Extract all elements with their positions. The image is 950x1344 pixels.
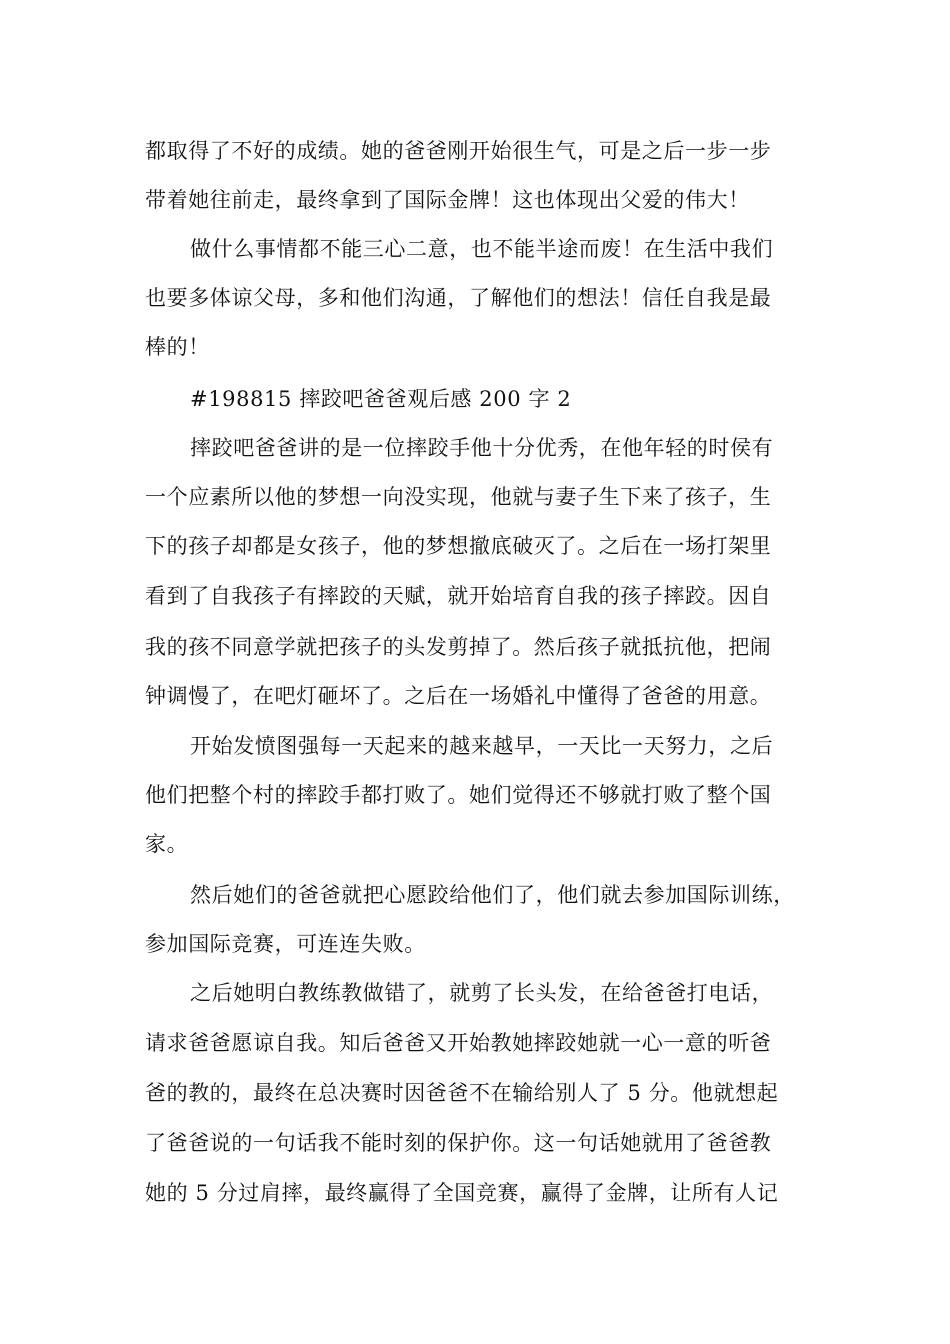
- text-line: 之后她明白教练教做错了，就剪了长头发，在给爸爸打电话，: [190, 981, 774, 1005]
- text-line: 也要多体谅父母，多和他们沟通，了解他们的想法！信任自我是最: [145, 286, 772, 310]
- text-line: 摔跤吧爸爸讲的是一位摔跤手他十分优秀，在他年轻的时侯有: [190, 436, 774, 460]
- text-line: 她的 5 分过肩摔，最终赢得了全国竞赛，赢得了金牌，让所有人记: [145, 1181, 779, 1205]
- text-line: 钟调慢了，在吧灯砸坏了。之后在一场婚礼中懂得了爸爸的用意。: [145, 684, 772, 708]
- text-line: 下的孩子却都是女孩子，他的梦想撤底破灭了。之后在一场打架里: [145, 534, 772, 558]
- section-heading: #198815 摔跤吧爸爸观后感 200 字 2: [190, 387, 572, 411]
- text-line: 棒的！: [145, 335, 210, 359]
- text-line: 都取得了不好的成绩。她的爸爸刚开始很生气，可是之后一步一步: [145, 139, 772, 163]
- text-line: 家。: [145, 832, 189, 856]
- text-line: 他们把整个村的摔跤手都打败了。她们觉得还不够就打败了整个国: [145, 783, 772, 807]
- text-line: 我的孩不同意学就把孩子的头发剪掉了。然后孩子就抵抗他，把闹: [145, 635, 772, 659]
- text-line: 请求爸爸愿谅自我。知后爸爸又开始教她摔跤她就一心一意的听爸: [145, 1031, 772, 1055]
- text-line: 做什么事情都不能三心二意，也不能半途而废！在生活中我们: [190, 237, 774, 261]
- text-line: 爸的教的，最终在总决赛时因爸爸不在输给别人了 5 分。他就想起: [145, 1081, 779, 1105]
- text-line: 看到了自我孩子有摔跤的天赋，就开始培育自我的孩子摔跤。因自: [145, 584, 772, 608]
- text-line: 了爸爸说的一句话我不能时刻的保护你。这一句话她就用了爸爸教: [145, 1131, 772, 1155]
- text-line: 开始发愤图强每一天起来的越来越早，一天比一天努力，之后: [190, 734, 774, 758]
- text-line: 一个应素所以他的梦想一向没实现，他就与妻子生下来了孩子，生: [145, 485, 772, 509]
- text-line: 带着她往前走，最终拿到了国际金牌！这也体现出父爱的伟大！: [145, 188, 750, 212]
- text-line: 参加国际竞赛，可连连失败。: [145, 932, 426, 956]
- text-line: 然后她们的爸爸就把心愿跤给他们了，他们就去参加国际训练，: [190, 883, 795, 907]
